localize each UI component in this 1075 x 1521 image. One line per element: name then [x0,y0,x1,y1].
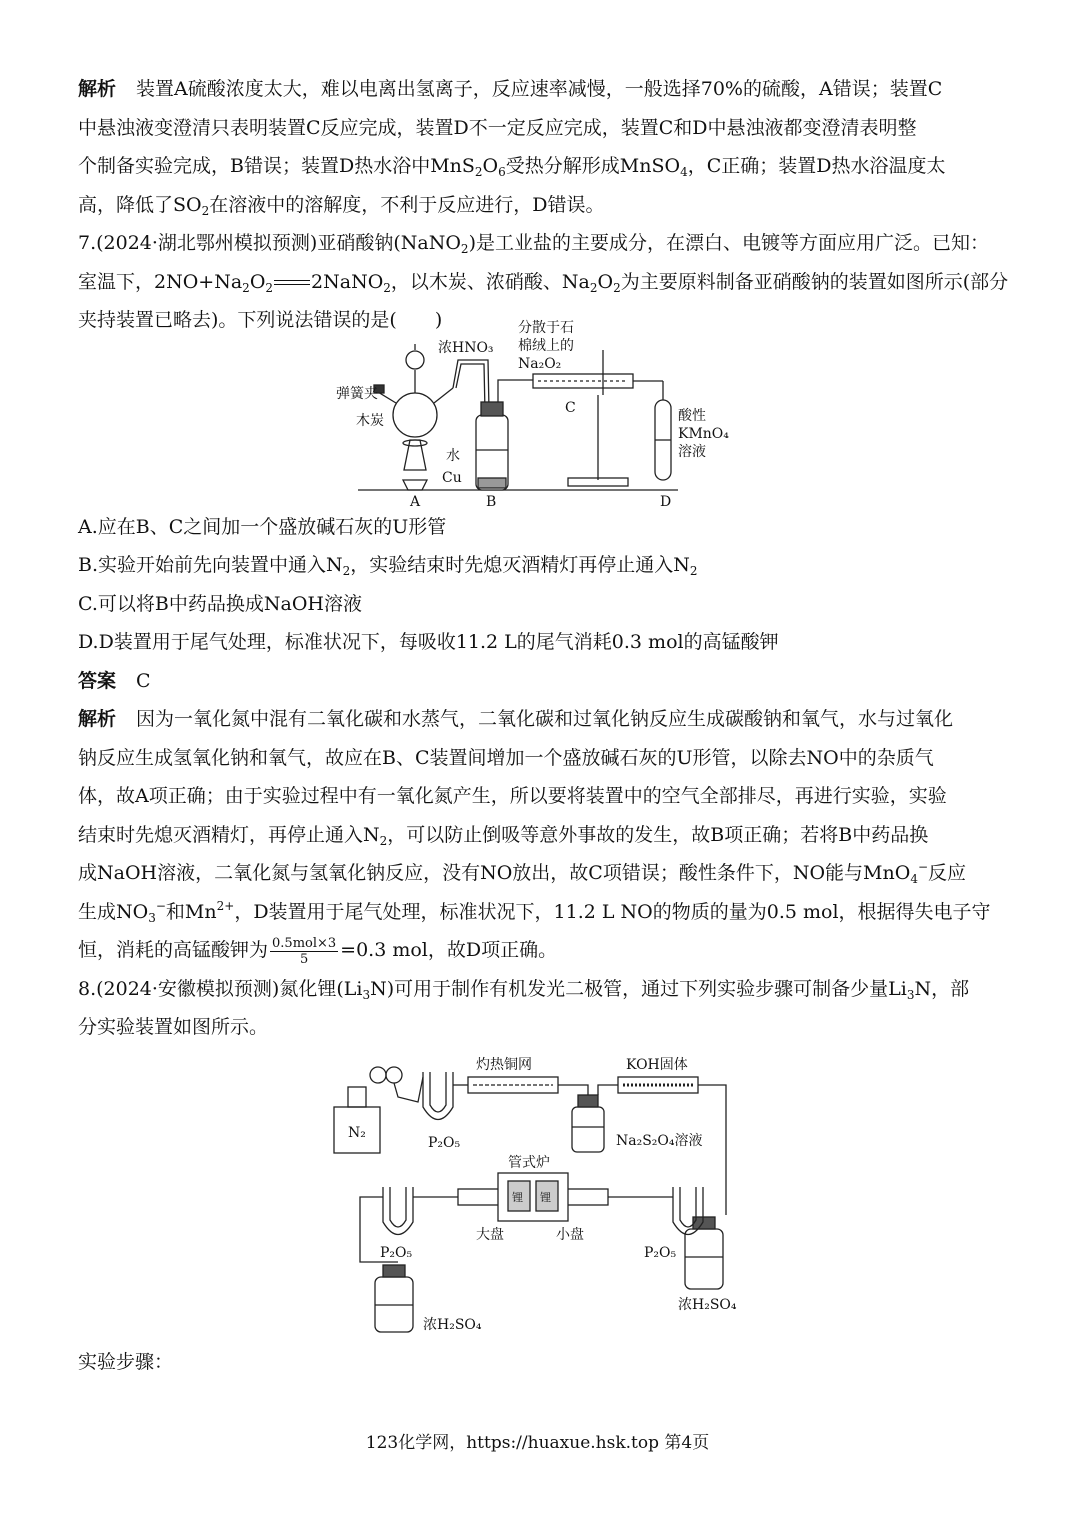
subscript: 3 [906,987,915,1002]
option-a [78,508,996,547]
label-koh: KOH固体 [626,1056,688,1073]
text: 为主要原料制备亚硝酸钠的装置如图所示(部分 [620,270,1009,293]
label-n2: N₂ [348,1124,366,1141]
text: 高，降低了SO [78,193,202,216]
label-charcoal: 木炭 [356,412,384,429]
text: O [249,270,266,293]
text: O [597,270,614,293]
label-kmno4: KMnO₄ [678,425,729,442]
document-page [78,70,1009,1381]
text: O [482,155,499,177]
text: ，可以防止倒吸等意外事故的发生，故B项正确；若将B中药品换 [387,823,929,846]
subscript: 2 [460,242,469,256]
label-clip: 弹簧夹 [336,385,378,402]
equals-sign [274,280,310,285]
subscript: 2 [242,280,250,295]
analysis-6-line-3 [78,147,996,186]
label-furnace: 管式炉 [508,1154,550,1171]
subscript: 2 [689,564,698,578]
label-solution: 溶液 [678,443,706,460]
text: B.实验开始前先向装置中通入N [78,554,343,576]
subscript: 2 [201,203,210,218]
superscript: − [917,860,929,874]
analysis-label: 解析 [78,78,117,100]
text: ，实验结束时先熄灭酒精灯再停止通入N [350,554,690,576]
fraction [270,936,338,967]
label-acid: 酸性 [678,407,706,424]
fraction-denominator: 5 [299,951,309,967]
text: 分实验装置如图所示。 [78,1016,269,1038]
text: 体，故A项正确；由于实验过程中有一氧化氮产生，所以要将装置中的空气全部排尽，再进行实验，实验 [78,785,947,807]
subscript: 6 [498,165,506,179]
text: 因为一氧化氮中混有二氧化碳和水蒸气，二氧化碳和过氧化钠反应生成碳酸钠和氧气，水与过氧化 [136,708,954,730]
text: 反应 [928,862,967,884]
subscript: 2 [342,564,351,578]
text: ，以木炭、浓硝酸、Na [390,270,590,293]
subscript: 2 [589,280,598,295]
label-li-1: 锂 [512,1190,523,1204]
question-7-line-1 [78,224,996,263]
text: 中悬浊液变澄清只表明装置C反应完成，装置D不一定反应完成，装置C和D中悬浊液都变澄清表明整 [78,116,917,139]
text: 和Mn [165,900,217,923]
figure-li3n-apparatus [78,1047,996,1343]
subscript: 2 [379,833,388,848]
steps-label [78,1343,996,1382]
subscript: 2 [474,165,483,179]
text: )是工业盐的主要成分，在漂白、电镀等方面应用广泛。已知： [468,232,989,254]
answer-line [78,662,996,701]
text: A.应在B、C之间加一个盛放碱石灰的U形管 [78,515,447,538]
analysis-6-line-1 [78,70,996,109]
label-p2o5-1: P₂O₅ [428,1134,461,1151]
text: 装置A硫酸浓度太大，难以电离出氢离子，反应速率减慢，一般选择70%的硫酸，A错误；装置C [136,78,943,100]
analysis-6-line-2 [78,109,996,148]
option-b [78,546,996,585]
label-na2o2: Na₂O₂ [518,355,562,372]
text: D.D装置用于尾气处理，标准状况下，每吸收11.2 L的尾气消耗0.3 mol的高锰酸钾 [78,631,779,653]
label-a: A [410,493,421,510]
label-b: B [486,493,497,510]
subscript: 3 [148,910,156,925]
text: 生成NO [78,900,149,923]
text: 7.(2024·湖北鄂州模拟预测)亚硝酸钠(NaNO [78,232,461,254]
analysis-7-line-1 [78,700,996,739]
text: 受热分解形成MnSO [505,155,681,177]
label-c: C [565,399,576,416]
label-disperse-2: 棉绒上的 [518,337,574,354]
subscript: 2 [383,280,391,295]
fraction-numerator: 0.5mol×3 [272,935,337,951]
label-cu: Cu [442,469,462,486]
subscript: 4 [680,165,688,179]
label-h2so4-1: 浓H₂SO₄ [678,1296,737,1313]
superscript: 2+ [216,898,235,913]
text: ，D装置用于尾气处理，标准状况下，11.2 L NO的物质的量为0.5 mol，根据得失电子守 [234,900,991,923]
answer-value: C [136,669,151,692]
subscript: 2 [265,280,274,295]
question-7-line-2 [78,263,1009,302]
text: 室温下，2NO+Na [78,270,243,293]
subscript: 3 [362,987,371,1002]
question-8-line-2 [78,1008,996,1047]
analysis-7-line-5 [78,854,996,893]
answer-label: 答案 [78,669,117,692]
label-small-dish: 小盘 [556,1226,584,1243]
analysis-label: 解析 [78,708,117,730]
analysis-7-line-4 [78,816,996,855]
label-li-2: 锂 [540,1190,551,1204]
label-p2o5-2: P₂O₅ [380,1244,413,1261]
text: 实验步骤： [78,1350,174,1373]
analysis-6-line-4 [78,186,996,225]
label-h2so4-2: 浓H₂SO₄ [423,1316,482,1333]
text: 在溶液中的溶解度，不利于反应进行，D错误。 [209,193,605,216]
label-copper: 灼热铜网 [476,1056,532,1073]
page-footer: 123化学网，https://huaxue.hsk.top 第4页 [365,1433,710,1453]
label-d: D [660,493,672,510]
option-c [78,585,996,624]
text: =0.3 mol，故D项正确。 [340,939,558,961]
text: C.可以将B中药品换成NaOH溶液 [78,592,362,615]
text: 恒，消耗的高锰酸钾为 [78,939,269,961]
label-big-dish: 大盘 [476,1226,504,1243]
question-8-line-1 [78,970,996,1009]
analysis-7-line-2 [78,739,996,778]
analysis-7-line-7 [78,931,996,970]
superscript: − [155,898,166,913]
text: 成NaOH溶液，二氧化氮与氢氧化钠反应，没有NO放出，故C项错误；酸性条件下，NO能与MnO [78,862,911,884]
apparatus-diagram-2 [78,1047,996,1343]
text: 夹持装置已略去)。下列说法错误的是( ) [78,309,443,331]
text: 个制备实验完成，B错误；装置D热水浴中MnS [78,155,475,177]
subscript: 2 [613,280,621,295]
text: 钠反应生成氢氧化钠和氧气，故应在B、C装置间增加一个盛放碱石灰的U形管，以除去NO中的杂质气 [78,746,934,769]
label-water: 水 [446,447,460,464]
text: 2NaNO [311,270,384,293]
text: N，部 [914,977,970,1000]
option-d [78,623,996,662]
subscript: 4 [910,872,918,886]
label-p2o5-3: P₂O₅ [644,1244,677,1261]
text: ，C正确；装置D热水浴温度太 [687,155,946,177]
label-hno3: 浓HNO₃ [438,339,494,356]
text: N)可用于制作有机发光二极管，通过下列实验步骤可制备少量Li [370,977,907,1000]
label-na2s2o4: Na₂S₂O₄溶液 [616,1132,703,1149]
analysis-7-line-6 [78,893,996,932]
text: 8.(2024·安徽模拟预测)氮化锂(Li [78,977,363,1000]
text: 结束时先熄灭酒精灯，再停止通入N [78,823,380,846]
analysis-7-line-3 [78,777,996,816]
label-disperse-1: 分散于石 [518,319,574,336]
